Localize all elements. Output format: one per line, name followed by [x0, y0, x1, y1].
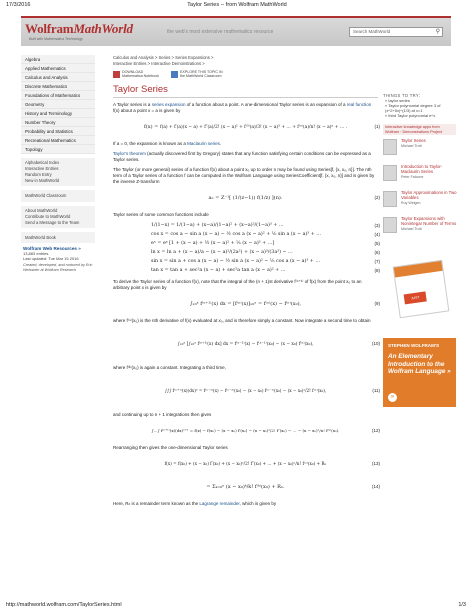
eq9-body: ∫ₓ₀ˣ f⁽ⁿ⁺¹⁾(x) dx = [f⁽ⁿ⁾(x)]ₓ₀ˣ = f⁽ⁿ⁾(x) − f⁽ⁿ⁾(x₀),	[189, 301, 302, 307]
nav-item-topology[interactable]: Topology	[21, 145, 95, 154]
nav-item-discrete-mathematics[interactable]: Discrete Mathematics	[21, 82, 95, 91]
page-title: Taylor Series	[113, 84, 168, 95]
classroom-topic-link[interactable]	[171, 70, 223, 78]
eq11-number: (11)	[372, 388, 380, 393]
demonstration-thumbnail	[383, 191, 397, 207]
series-row	[113, 230, 378, 239]
link-taylors-theorem[interactable]: Taylor's theorem	[113, 151, 146, 156]
about-links	[21, 206, 95, 228]
demo-author: Peter Falcone	[401, 174, 424, 179]
eq-number: (8)	[374, 268, 380, 273]
second-integration-paragraph: where f⁽ⁿ⁾(x₀) is the nth derivative of f(x) evaluated at x₀, and is therefore simply a constant. Now integrate a second time to obtain	[113, 318, 371, 323]
equation-13	[113, 454, 378, 474]
print-title: Taylor Series -- from Wolfram MathWorld	[187, 2, 287, 8]
demonstration-thumbnail	[383, 217, 397, 233]
print-header	[0, 2, 474, 10]
print-url: http://mathworld.wolfram.com/TaylorSeries.html	[6, 602, 122, 608]
site-banner	[21, 16, 451, 46]
series-row	[113, 221, 378, 230]
eq10-number: (10)	[371, 341, 380, 346]
eq11-body: ∫∫∫ f⁽ⁿ⁺¹⁾(x)(dx)³ = f⁽ⁿ⁻²⁾(x) − f⁽ⁿ⁻²⁾(x₀) − (x − x₀) f⁽ⁿ⁻¹⁾(x₀) − (x − x₀)²/2! f⁽ⁿ⁾(x₀),	[164, 388, 327, 393]
eq9-number: (9)	[374, 301, 380, 306]
demo-author: Michael Trott	[401, 226, 422, 231]
eq13-number: (13)	[371, 461, 380, 466]
item-text: third Taylor polynomial e^x	[388, 113, 436, 118]
nav-item-foundations[interactable]: Foundations of Mathematics	[21, 91, 95, 100]
print-date: 17/3/2016	[6, 2, 31, 8]
breadcrumb-line2[interactable]: Interactive Entries > Interactive Demonstrations >	[113, 60, 205, 66]
item-text: taylor series	[388, 98, 410, 103]
book-box	[21, 232, 95, 244]
last-updated: Last updated: Tue Mar 15 2016	[23, 256, 79, 261]
equation-11	[113, 374, 378, 408]
eq10-body: ∫ₓ₀ˣ [∫ₓ₀ˣ f⁽ⁿ⁺¹⁾(x) dx] dx = f⁽ⁿ⁻¹⁾(x) − f⁽ⁿ⁻¹⁾(x₀) − (x − x₀) f⁽ⁿ⁾(x₀),	[177, 342, 314, 347]
demo-title: Taylor Expansions with Nonintegar Number of Terms	[401, 216, 457, 226]
book-image[interactable]	[393, 260, 450, 318]
nav-item-recreational[interactable]: Recreational Mathematics	[21, 136, 95, 145]
intro-paragraph	[113, 102, 378, 114]
nav-item-number-theory[interactable]: Number Theory	[21, 118, 95, 127]
print-page-number: 1/3	[458, 602, 466, 608]
eq12-body: ∫…∫ f⁽ⁿ⁺¹⁾(x)(dx)ⁿ⁺¹ = f(x) − f(x₀) − (x − x₀) f′(x₀) − (x − x₀)²/2! f″(x₀) − … − (x − x₀)ⁿ/n! f⁽ⁿ⁾(x₀).	[151, 428, 340, 433]
eq-number: (3)	[374, 223, 380, 228]
nav-item-probability[interactable]: Probability and Statistics	[21, 127, 95, 136]
common-functions-paragraph: Taylor series of some common functions include	[113, 212, 209, 217]
book-ad[interactable]	[383, 338, 456, 407]
continuing-paragraph: and continuing up to n + 1 integrations then gives	[113, 412, 212, 417]
text: A Taylor series is a	[113, 102, 152, 107]
rearranging-paragraph: Rearranging then gives the one-dimensional Taylor series	[113, 445, 228, 450]
eq1-lhs: f(x) =	[143, 124, 159, 130]
equation-14	[113, 477, 378, 497]
entry-count: 13,883 entries	[23, 251, 49, 256]
eq1-rhs: f(a) + f′(a)(x − a) + f″(a)/2! (x − a)² + f⁽³⁾(a)/3! (x − a)³ + … + f⁽ⁿ⁾(a)/n! (x − a)ⁿ + … .	[159, 125, 347, 130]
search-input[interactable]	[349, 27, 443, 37]
left-sidebar	[21, 55, 95, 272]
right-sidebar	[383, 93, 456, 239]
link-maclaurin-series[interactable]: Maclaurin series	[187, 141, 220, 146]
demonstration-item[interactable]	[383, 191, 456, 213]
eq-text: sin x = sin a + cos a (x − a) − ½ sin a (x − a)² − ⅙ cos a (x − a)³ + …	[151, 259, 321, 264]
remainder-paragraph	[113, 501, 378, 507]
item-text: Taylor polynomial degree 3 of (x^2+5x)^(1/3) at x=1	[385, 103, 441, 113]
logo-subtitle: Built with Mathematica Technology	[29, 37, 83, 41]
equation-1	[113, 117, 378, 137]
link-lagrange-remainder[interactable]: Lagrange remainder	[199, 501, 240, 506]
classroom-label: the MathWorld Classroom	[180, 74, 222, 78]
link-alphabetical-index[interactable]: Alphabetical Index	[25, 160, 60, 165]
eq-text: cos x = cos a − sin a (x − a) − ½ cos a (x − a)² + ⅙ sin a (x − a)³ + …	[151, 232, 322, 237]
eq12-number: (12)	[371, 428, 380, 433]
eq2-number: (2)	[374, 195, 380, 200]
eq14-number: (14)	[371, 484, 380, 489]
demonstrations-bar[interactable]: Interactive knowledge apps from Wolfram · Demonstrations Project	[383, 124, 456, 135]
text: f(x) about a point x = a is given by	[113, 108, 181, 113]
mathworld-logo[interactable]	[25, 21, 133, 37]
nav-item-calculus-and-analysis[interactable]: Calculus and Analysis	[21, 73, 95, 82]
index-links	[21, 158, 95, 186]
eq1-number: (1)	[374, 124, 380, 129]
link-real-function[interactable]: real function	[346, 102, 372, 107]
explore-label: EXPLORE THIS TOPIC IN	[180, 70, 223, 74]
demo-author: Michael Trott	[401, 143, 422, 148]
just-released-badge: JUST RELEASED	[404, 291, 427, 304]
link-series-expansion[interactable]: series expansion	[151, 102, 186, 107]
eq13-body: f(x) = f(x₀) + (x − x₀) f′(x₀) + (x − x₀)²/2! f″(x₀) + … + (x − x₀)ⁿ/n! f⁽ⁿ⁾(x₀) + Rₙ	[164, 461, 327, 466]
demonstration-item[interactable]	[383, 165, 456, 187]
link-interactive-entries[interactable]: Interactive Entries	[25, 166, 59, 171]
common-series-list	[113, 221, 378, 275]
text: .	[219, 141, 222, 146]
eq-number: (6)	[374, 250, 380, 255]
equation-10	[113, 327, 378, 361]
main-content	[113, 55, 378, 507]
link-contribute[interactable]: Contribute to MathWorld	[25, 213, 71, 219]
things-to-try-title: THINGS TO TRY:	[383, 93, 421, 98]
classroom-box	[21, 190, 95, 202]
site-tagline: the web's most extensive mathematics resource	[167, 29, 274, 35]
eq-text: 1/(1−x) = 1/(1−a) + (x−a)/(1−a)² + (x−a)²/(1−a)³ + …	[151, 223, 284, 228]
notebook-icon	[113, 71, 120, 78]
eq-number: (5)	[374, 241, 380, 246]
download-row	[113, 70, 378, 80]
download-label: DOWNLOAD	[122, 70, 144, 74]
link-mathworld-book[interactable]: MathWorld Book	[25, 234, 56, 240]
series-row	[113, 239, 378, 248]
ad-arrow-icon[interactable]: »	[388, 393, 397, 402]
logo-wolfram: Wolfram	[25, 21, 74, 36]
eq-number: (4)	[374, 232, 380, 237]
demonstration-item[interactable]	[383, 139, 456, 161]
third-integration-paragraph: where f⁽ᵏ⁾(x₀) is again a constant. Integrating a third time,	[113, 365, 226, 370]
eq2-body: aₙ = Z⁻¹[ (1/(z−1)) f(1/z) ](n).	[208, 195, 283, 201]
logo-mathworld: MathWorld	[73, 21, 133, 36]
download-notebook-link[interactable]	[113, 70, 159, 78]
title-divider	[113, 97, 378, 98]
eq-text: tan x = tan a + sec²a (x − a) + sec²a tan a (x − a)² + …	[151, 268, 286, 273]
demonstration-item[interactable]	[383, 217, 456, 239]
text: of a function about a point. A one-dimensional Taylor series is an expansion of a	[185, 102, 347, 107]
link-classroom[interactable]: MathWorld Classroom	[25, 193, 67, 198]
text: , which is given by	[239, 501, 277, 506]
demo-title: Introduction to Taylor-Maclaurin Series	[401, 164, 443, 174]
equation-9	[113, 294, 378, 314]
ad-title: An Elementary Introduction to the Wolfram Language »	[388, 353, 451, 375]
nav-item-history[interactable]: History and Terminology	[21, 109, 95, 118]
series-row	[113, 266, 378, 275]
eq-number: (7)	[374, 259, 380, 264]
demo-title: Taylor Series	[401, 138, 426, 143]
series-row	[113, 257, 378, 266]
series-row	[113, 248, 378, 257]
credit-text: Created, developed, and nurtured by Eric Weisstein at Wolfram Research	[23, 263, 93, 272]
nav-item-algebra[interactable]: Algebra	[21, 55, 95, 64]
maclaurin-paragraph	[113, 141, 378, 147]
demonstration-thumbnail	[383, 165, 397, 181]
classroom-icon	[171, 71, 178, 78]
breadcrumb[interactable]: Calculus and Analysis > Series > Series Expansions >	[113, 55, 214, 60]
topic-nav	[21, 55, 95, 154]
ad-author: STEPHEN WOLFRAM'S	[388, 343, 440, 348]
taylor-theorem-paragraph	[113, 151, 378, 163]
text: If a = 0, the expansion is known as a	[113, 141, 188, 146]
book-cover-band	[394, 261, 443, 278]
print-footer	[0, 602, 474, 610]
nav-item-applied-mathematics[interactable]: Applied Mathematics	[21, 64, 95, 73]
web-resources-link[interactable]: Wolfram Web Resources »	[23, 246, 81, 251]
equation-2	[113, 188, 378, 208]
demonstration-thumbnail	[383, 139, 397, 155]
text: Here, Rₙ is a remainder term known as the	[113, 501, 200, 506]
link-random-entry[interactable]: Random Entry	[25, 172, 52, 177]
eq-text: eˣ = eᵃ [1 + (x − a) + ½ (x − a)² + ⅙ (x − a)³ + …]	[151, 241, 275, 246]
link-new-in-mathworld[interactable]: New in MathWorld	[25, 178, 60, 183]
demo-title: Taylor Approximations in Two Variables	[401, 190, 457, 200]
things-to-try-item[interactable]: » Taylor polynomial degree 3 of (x^2+5x)^(1/3) at x=1	[385, 103, 441, 113]
derivation-paragraph: To derive the Taylor series of a function f(x), note that the integral of the (n + 1)st derivative f⁽ⁿ⁺¹⁾ of f(x) from the point x₀ to an arbitrary point x is given by	[113, 279, 362, 290]
demo-author: Ruy Weigen	[401, 200, 421, 205]
link-about[interactable]: About MathWorld	[25, 207, 58, 213]
link-send-message[interactable]: Send a Message to the Team	[25, 219, 80, 225]
text: (actually discovered first by Gregory) states that any function satisfying certain conditions can be expressed as a Taylor series.	[113, 151, 371, 162]
search-icon[interactable]: ⚲	[435, 29, 440, 35]
notebook-label: Mathematica Notebook	[122, 74, 159, 78]
equation-12	[113, 421, 378, 441]
series-paragraph: The Taylor (or more general) series of a function f(x) about a point x₀ up to order n may be found using Series[f, {x, x₀, n}]. The nth term of a Taylor series of a function f can be computed in the Wolfram Language using SeriesCoefficient[f, {x, x₀, n}] and is given by the inverse Z-transform	[113, 167, 375, 184]
things-to-try-item[interactable]: » taylor series	[385, 98, 410, 103]
search-placeholder: Search MathWorld	[353, 29, 391, 34]
things-to-try-item[interactable]: » third Taylor polynomial e^x	[385, 113, 436, 118]
nav-item-geometry[interactable]: Geometry	[21, 100, 95, 109]
eq-text: ln x = ln a + (x − a)/a − (x − a)²/(2a²) + (x − a)³/(3a³) − …	[151, 250, 293, 255]
eq14-body: = Σₖ₌₀ⁿ (x − x₀)ᵏ/k! f⁽ᵏ⁾(x₀) + Rₙ.	[206, 484, 285, 490]
